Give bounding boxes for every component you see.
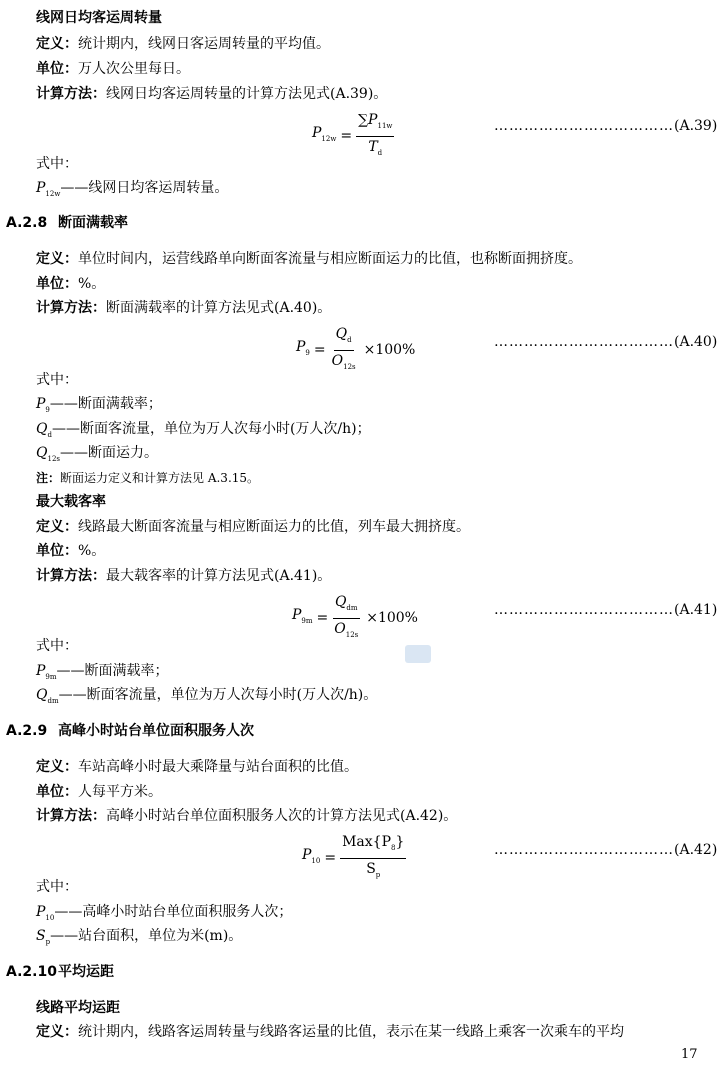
definition-line	[36, 34, 330, 54]
formula-a42: $P_{10}$ = $\frac{Max\{P_8\}}{S_p}$	[302, 834, 405, 879]
formula-a41: $P_{9m}$ = $\frac{Q_{dm}}{O_{12s}}$ ×100%	[292, 594, 418, 639]
formula-lhs: $P_{12w}$	[312, 125, 337, 144]
formula-numerator: $\sum P_{11w}$	[356, 112, 394, 137]
where-item: $P_{10}——$高峰小时站台单位面积服务人次；	[36, 904, 293, 922]
where-item: $Q_d——$断面客流量，单位为万人次每小时(万人次/h)；	[36, 421, 371, 439]
where-item: $P_{12w}——$线网日均客运周转量。	[36, 180, 229, 198]
calc-label: 计算方法：	[36, 86, 106, 102]
page-number: 17	[681, 1047, 698, 1062]
section-heading-a29: A.2.9 高峰小时站台单位面积服务人次	[6, 723, 254, 739]
equation-number-a39: ………………………………(A.39)	[494, 118, 718, 134]
equation-number-a42: ………………………………(A.42)	[494, 842, 718, 858]
formula-fraction	[356, 112, 394, 161]
calc-text: 线网日均客运周转量的计算方法见式(A.39)。	[106, 86, 388, 102]
unit-text: 万人次公里每日。	[78, 61, 190, 77]
equation-number-a41: ………………………………(A.41)	[494, 602, 718, 618]
calc-line: 计算方法：最大载客率的计算方法见式(A.41)。	[36, 568, 332, 584]
formula-denominator: $T_d$	[368, 138, 383, 157]
where-label: 式中：	[36, 638, 78, 654]
where-label: 式中：	[36, 156, 78, 172]
definition-line: 定义：统计期内，线路客运周转量与线路客运量的比值，表示在某一线路上乘客一次乘车的平均	[36, 1024, 624, 1040]
unit-line: 单位：%。	[36, 543, 106, 559]
where-item: $Q_{12s}——$断面运力。	[36, 445, 158, 463]
where-item: $S_p——$站台面积，单位为米(m)。	[36, 928, 243, 946]
definition-line: 定义：单位时间内，运营线路单向断面客流量与相应断面运力的比值，也称断面拥挤度。	[36, 251, 582, 267]
formula-a39: $P_{12w}$ = $\frac{\sum P_{11w}}{T_d}$	[312, 112, 400, 161]
heading-line-avg-distance: 线路平均运距	[36, 1000, 120, 1016]
where-item: $Q_{dm}——$断面客流量，单位为万人次每小时(万人次/h)。	[36, 687, 378, 705]
calc-line: 计算方法：断面满载率的计算方法见式(A.40)。	[36, 300, 332, 316]
calc-line: 计算方法：高峰小时站台单位面积服务人次的计算方法见式(A.42)。	[36, 808, 458, 824]
heading-max-load-rate: 最大载客率	[36, 494, 106, 510]
where-label: 式中：	[36, 372, 78, 388]
heading-network-daily-turnover: 线网日均客运周转量	[36, 10, 162, 26]
unit-line	[36, 59, 190, 79]
where-item: $P_{9m}——$断面满载率；	[36, 663, 169, 681]
definition-line: 定义：线路最大断面客流量与相应断面运力的比值，列车最大拥挤度。	[36, 519, 470, 535]
unit-line: 单位：人每平方米。	[36, 784, 162, 800]
unit-label: 单位：	[36, 61, 78, 77]
section-heading-a210: A.2.10平均运距	[6, 964, 114, 980]
section-heading-a28: A.2.8 断面满载率	[6, 215, 128, 231]
where-label: 式中：	[36, 879, 78, 895]
where-item: $P_9——$断面满载率；	[36, 396, 162, 414]
note: 注：断面运力定义和计算方法见 A.3.15。	[36, 471, 260, 485]
calc-line	[36, 84, 387, 104]
equation-number-a40: ………………………………(A.40)	[494, 334, 718, 350]
unit-line: 单位：%。	[36, 276, 106, 292]
definition-label: 定义：	[36, 36, 78, 52]
formula-a40: $P_9$ = $\frac{Q_d}{O_{12s}}$ ×100%	[296, 326, 416, 371]
watermark-logo	[405, 645, 431, 663]
definition-text: 统计期内，线网日客运周转量的平均值。	[78, 36, 330, 52]
definition-line: 定义：车站高峰小时最大乘降量与站台面积的比值。	[36, 759, 358, 775]
